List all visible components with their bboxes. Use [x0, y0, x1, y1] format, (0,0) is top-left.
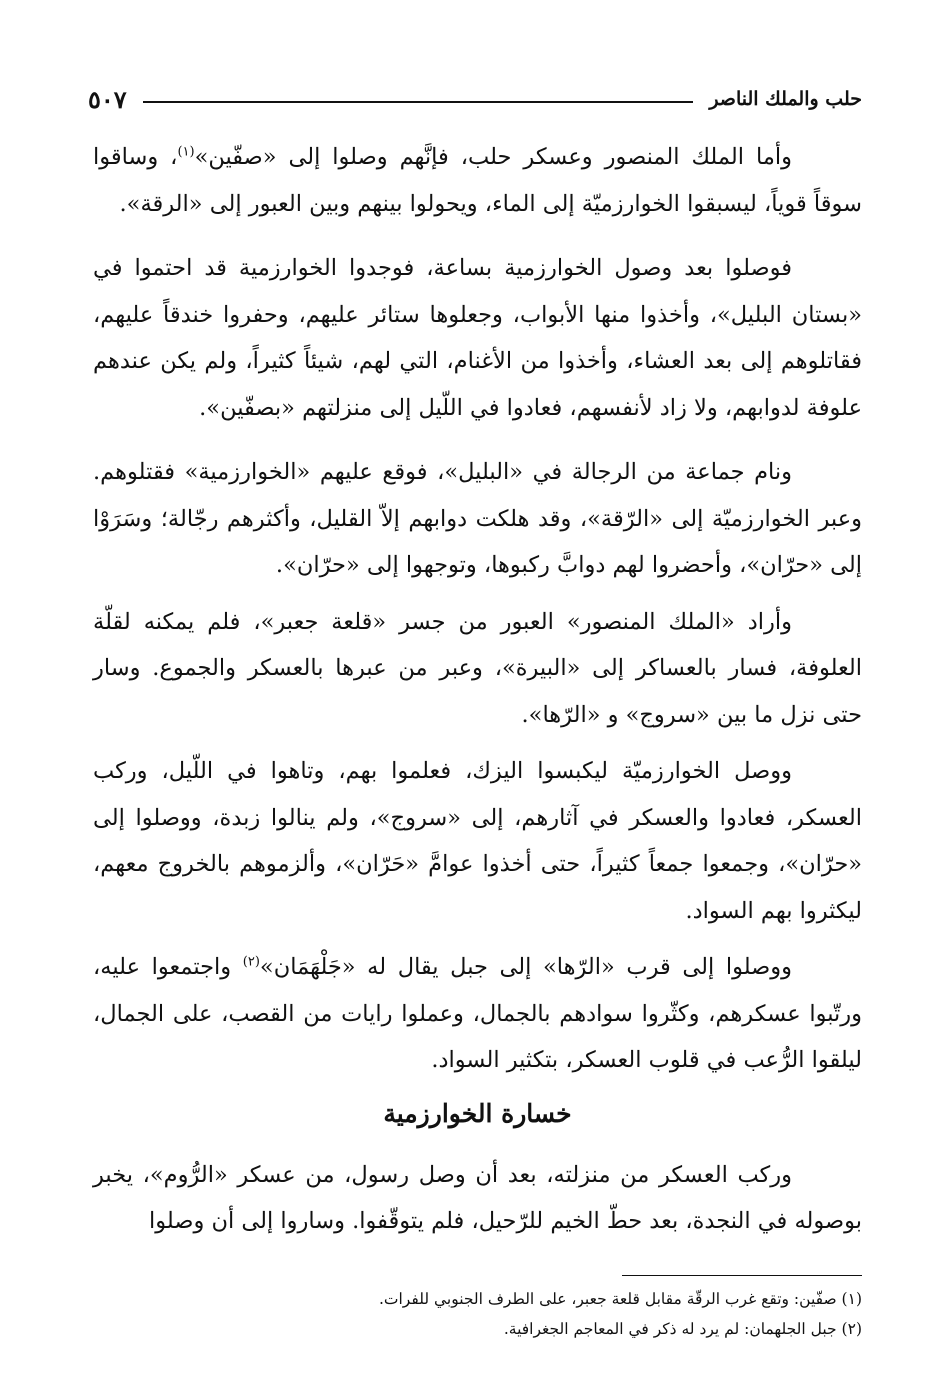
- header-rule: [143, 101, 694, 103]
- body-text: [93, 134, 862, 1255]
- paragraph-6-text: ووصلوا إلى قرب «الرّها» إلى جبل يقال له «جَلْهَمَان»: [259, 954, 792, 980]
- paragraph-4: وأراد «الملك المنصور» العبور من جسر «قلعة جعبر»، فلم يمكنه لقلّة العلوفة، فسار بالعساكر إلى «البيرة»، وعبر من عبرها بالعسكر والجموع. وسار حتى نزل ما بين «سروج» و «الرّها».: [93, 608, 862, 728]
- paragraph-1: [93, 134, 862, 227]
- footnote-ref-2: (٢): [242, 954, 260, 970]
- paragraph-2: فوصلوا بعد وصول الخوارزمية بساعة، فوجدوا الخوارزمية قد احتموا في «بستان البليل»، وأخذوا منها الأبواب، وجعلوها ستائر عليهم، وحفروا خندقاً عليهم، فقاتلوهم إلى بعد العشاء، وأخذوا من الأغنام، التي لهم، شيئاً كثيراً، ولم يكن عندهم علوفة لدوابهم، ولا زاد لأنفسهم، فعادوا في اللّيل إلى منزلتهم «بصفّين».: [93, 255, 862, 421]
- paragraph-3: ونام جماعة من الرجالة في «البليل»، فوقع عليهم «الخوارزمية» فقتلوهم. وعبر الخوارزميّة إلى «الرّقة»، وقد هلكت دوابهم إلاّ القليل، وأكثرهم رجّالة؛ وسَرَوْا إلى «حرّان»، وأحضروا لهم دوابَّ ركبوها، وتوجهوا إلى «حرّان».: [93, 459, 862, 578]
- paragraph-1-text-cont: ، وساقوا سوقاً قوياً، ليسبقوا الخوارزميّة إلى الماء، ويحولوا بينهم وبين العبور إلى «الرقة».: [93, 144, 862, 217]
- paragraph-1-text: وأما الملك المنصور وعسكر حلب، فإنَّهم وصلوا إلى «صفّين»: [194, 144, 792, 170]
- paragraph-6: [93, 944, 862, 1084]
- page-number: ٥٠٧: [88, 84, 127, 114]
- footnote-ref-1: (١): [177, 144, 195, 160]
- section-heading: خسارة الخوارزمية: [383, 1098, 572, 1128]
- running-header: [88, 82, 862, 116]
- footnote-2: (٢) جبل الجلهمان: لم يرد له ذكر في المعاجم الجغرافية.: [503, 1320, 862, 1338]
- running-title: حلب والملك الناصر: [709, 88, 862, 110]
- closing-paragraph: وركب العسكر من منزلته، بعد أن وصل رسول، من عسكر «الرُّوم»، يخبر بوصوله في النجدة، بعد حطّ الخيم للرّحيل، فلم يتوقّفوا. وساروا إلى أن وصلوا: [93, 1161, 862, 1234]
- footnotes: [93, 1284, 862, 1344]
- paragraph-6-text-cont: واجتمعوا عليه، ورتّبوا عسكرهم، وكثّروا سوادهم بالجمال، وعملوا رايات من القصب، على الجمال، ليلقوا الرُّعب في قلوب العسكر، بتكثير السواد.: [93, 954, 862, 1073]
- paragraph-5: ووصل الخوارزميّة ليكبسوا اليزك، فعلموا بهم، وتاهوا في اللّيل، وركب العسكر، فعادوا والعسكر في آثارهم، إلى «سروج»، ولم ينالوا زبدة، ووصلوا إلى «حرّان»، وجمعوا جمعاً كثيراً، حتى أخذوا عوامَّ «حَرّان»، وألزموهم بالخروج معهم، ليكثروا بهم السواد.: [93, 758, 862, 924]
- footnote-rule: [622, 1275, 862, 1276]
- footnote-1: (١) صفّين: وتقع غرب الرقّة مقابل قلعة جعبر، على الطرف الجنوبي للفرات.: [378, 1290, 862, 1308]
